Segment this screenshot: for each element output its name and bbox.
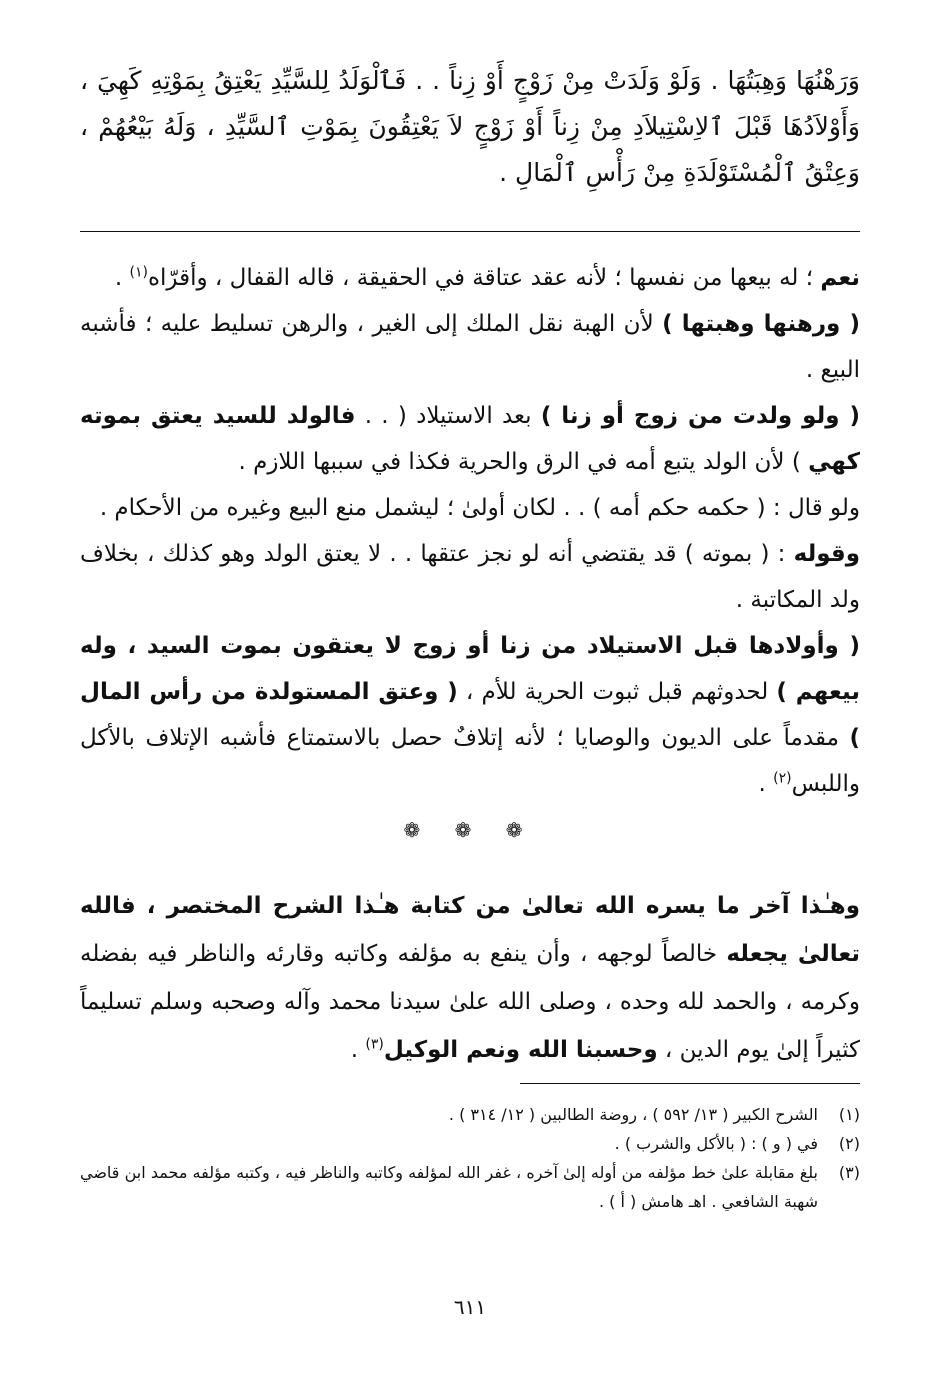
bold-lemma: ( ولو ولدت من زوج أو زنا ) <box>540 403 860 429</box>
footnote-1 <box>80 1100 860 1129</box>
matn-divider <box>80 231 860 232</box>
bold-lemma: ( وعتق المستولدة من رأس المال ) <box>80 679 860 751</box>
footnote-ref-1: (١) <box>129 264 148 281</box>
commentary-paragraph-3 <box>80 393 860 485</box>
paragraph-mid: لحدوثهم قبل ثبوت الحرية للأم ، <box>457 679 777 705</box>
matn-text: وَرَهْنُهَا وَهِبَتُهَا . وَلَوْ وَلَدَتْ مِنْ زَوْجٍ أَوْ زِناً . . فَٱلْوَلَدُ لِلسَّيِّدِ يَعْتِقُ بِمَوْتِهِ كَهِيَ ، وَأَوْلاَدُهَا قَبْلَ ٱلاِسْتِيلاَدِ مِنْ زِناً أَوْ زَوْجٍ لاَ يَعْتِقُونَ بِمَوْتِ ٱلسَّيِّدِ ، وَلَهُ بَيْعُهُمْ ، وَعِتْقُ ٱلْمُسْتَوْلَدَةِ مِنْ رَأْسِ ٱلْمَالِ . <box>80 66 860 187</box>
section-separator: ❁ ❁ ❁ <box>403 818 537 842</box>
footnote-divider <box>520 1083 860 1084</box>
paragraph-text: ) لأن الولد يتبع أمه في الرق والحرية فكذا في سببها اللازم . <box>238 449 809 475</box>
footnote-text: في ( و ) : ( بالأكل والشرب ) . <box>614 1134 818 1153</box>
paragraph-text: ولو قال : ( حكمه حكم أمه ) . . لكان أولىٰ ؛ ليشمل منع البيع وغيره من الأحكام . <box>99 495 860 521</box>
footnote-number: (٣) <box>838 1163 860 1182</box>
closing-bold-opening: وهـٰذا آخر ما يسره الله تعالىٰ من كتابة هـٰذا الشرح المختصر ، فالله تعالىٰ يجعله <box>80 893 860 967</box>
footnote-2 <box>80 1129 860 1158</box>
bold-lemma: ( ورهنها وهبتها ) <box>662 311 860 337</box>
commentary-paragraph-5 <box>80 531 860 623</box>
paragraph-text: لأن الهبة نقل الملك إلى الغير ، والرهن تسليط عليه ؛ فأشبه البيع . <box>80 311 860 383</box>
bold-lemma: نعم <box>820 265 860 291</box>
paragraph-text: مقدماً على الديون والوصايا ؛ لأنه إتلافٌ حصل بالاستمتاع فأشبه الإتلاف بالأكل واللبس <box>80 725 860 797</box>
commentary <box>80 255 860 853</box>
paragraph-mid: بعد الاستيلاد ( . . <box>355 403 541 429</box>
page-number: ٦١١ <box>453 1295 487 1319</box>
commentary-paragraph-4 <box>80 485 860 531</box>
footnotes <box>80 1100 860 1216</box>
closing-paragraph <box>80 882 860 1074</box>
footnote-ref-3: (٣) <box>365 1036 384 1053</box>
paragraph-end: . <box>350 1037 366 1063</box>
commentary-paragraph-2 <box>80 301 860 393</box>
bold-lemma: ( وأولادها قبل الاستيلاد من زنا أو زوج لا يعتقون بموت السيد ، وله بيعهم ) <box>80 633 860 705</box>
paragraph-text: : ( بموته ) قد يقتضي أنه لو نجز عتقها . . لا يعتق الولد وهو كذلك ، بخلاف ولد المكاتبة . <box>80 541 860 613</box>
footnote-ref-2: (٢) <box>773 770 792 787</box>
bold-lemma: فالولد للسيد يعتق بموته كهي <box>80 403 860 475</box>
bold-lemma: وقوله <box>793 541 860 567</box>
closing-text: خالصاً لوجهه ، وأن ينفع به مؤلفه وكاتبه وقارئه والناظر فيه بفضله وكرمه ، والحمد لله وحده ، وصلى الله علىٰ سيدنا محمد وآله وصحبه وسلم تسليماً كثيراً إلىٰ يوم الدين ، <box>80 941 860 1063</box>
paragraph-end: . <box>758 771 774 797</box>
closing-bold-end: وحسبنا الله ونعم الوكيل <box>383 1037 658 1063</box>
footnote-text: الشرح الكبير ( ١٣/ ٥٩٢ ) ، روضة الطالبين ( ١٢/ ٣١٤ ) . <box>448 1105 818 1124</box>
commentary-paragraph-1 <box>80 255 860 301</box>
footnote-3 <box>80 1158 860 1216</box>
footnote-number: (٢) <box>838 1134 860 1153</box>
paragraph-end: . <box>114 265 130 291</box>
footnote-text: بلغ مقابلة علىٰ خط مؤلفه من أوله إلىٰ آخره ، غفر الله لمؤلفه وكاتبه والناظر فيه ، وكتبه مؤلفه محمد ابن قاضي شهبة الشافعي . اهـ هامش ( أ ) . <box>80 1163 818 1211</box>
paragraph-text: ؛ له بيعها من نفسها ؛ لأنه عقد عتاقة في الحقيقة ، قاله القفال ، وأقرّاه <box>147 265 821 291</box>
commentary-paragraph-6 <box>80 623 860 807</box>
footnote-number: (١) <box>838 1105 860 1124</box>
